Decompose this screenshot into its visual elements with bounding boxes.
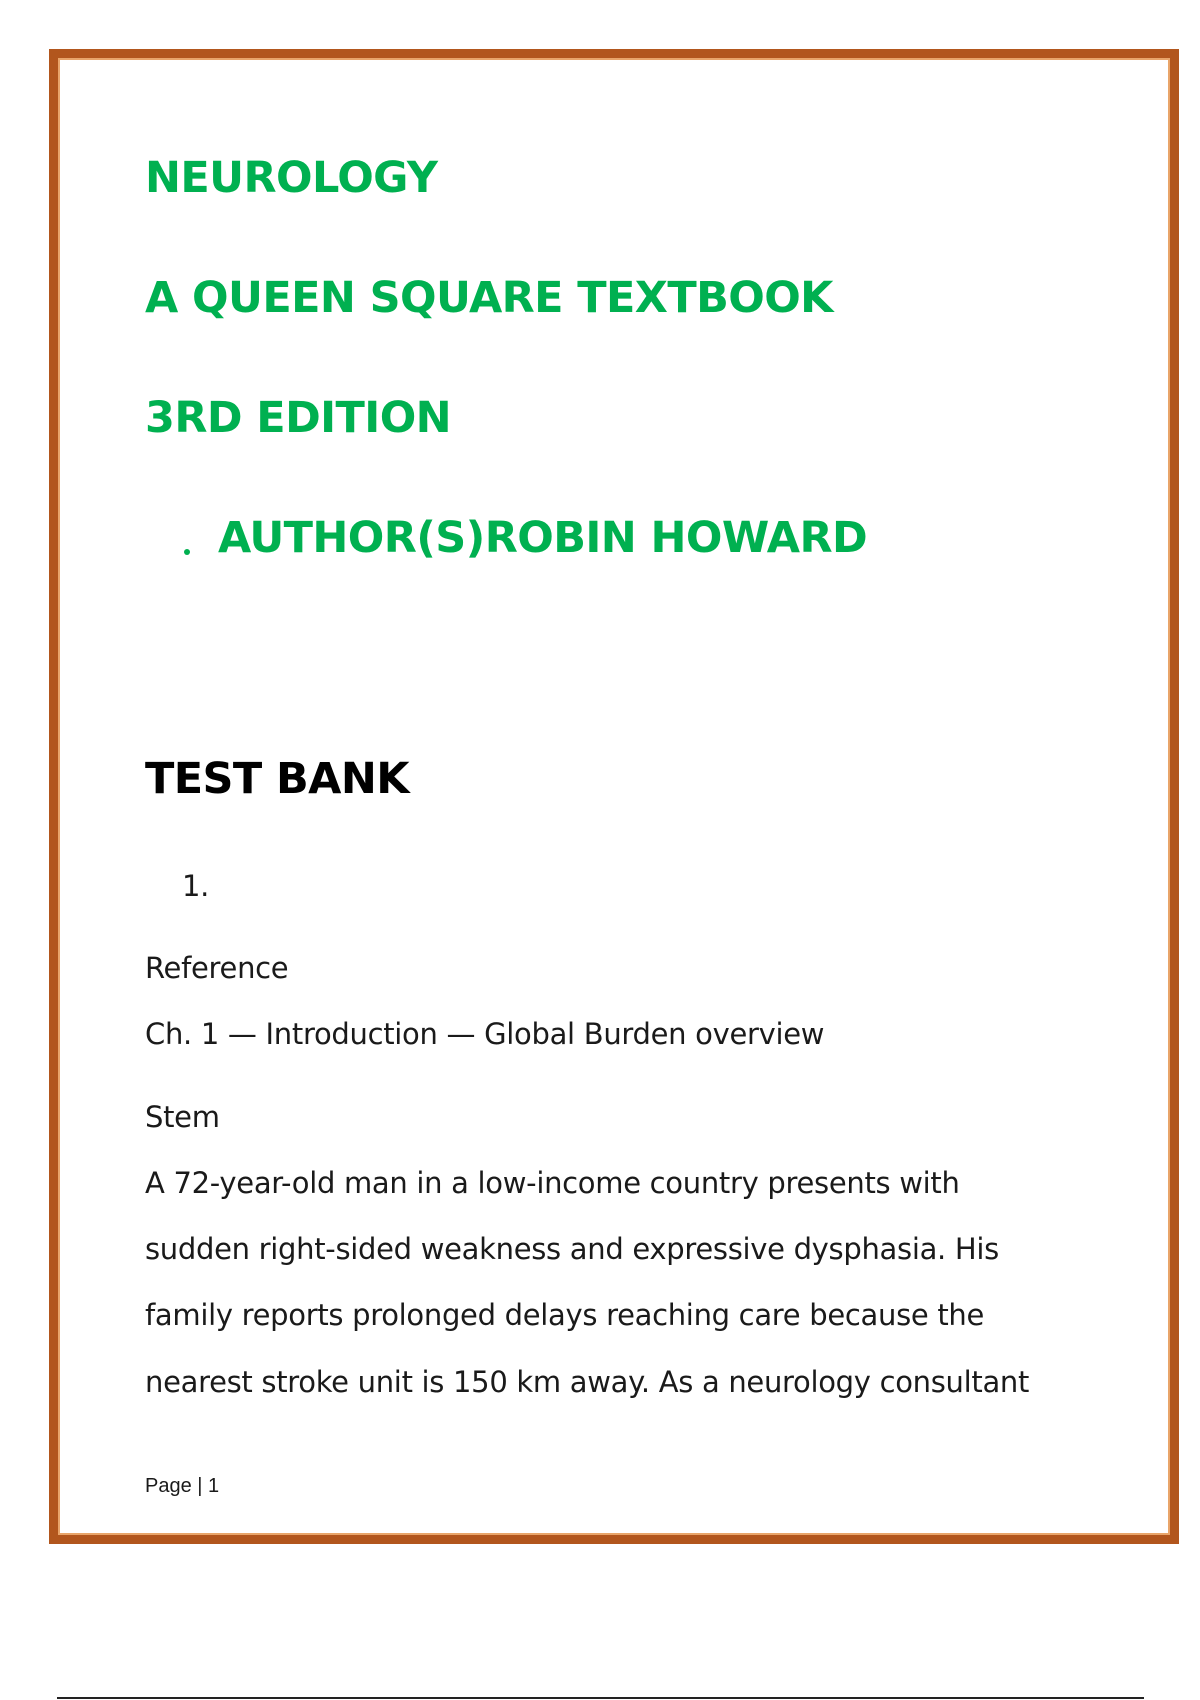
stem-line: sudden right-sided weakness and expressive dysphasia. His bbox=[145, 1232, 999, 1266]
stem-line: A 72-year-old man in a low-income country presents with bbox=[145, 1166, 960, 1200]
book-title: NEUROLOGY bbox=[145, 153, 438, 203]
stem-line: family reports prolonged delays reaching care because the bbox=[145, 1298, 985, 1332]
reference-label: Reference bbox=[145, 951, 289, 985]
reference-text: Ch. 1 — Introduction — Global Burden overview bbox=[145, 1017, 825, 1051]
page-number-footer: Page | 1 bbox=[145, 1475, 220, 1497]
stem-line: nearest stroke unit is 150 km away. As a neurology consultant bbox=[145, 1365, 1030, 1399]
section-heading: TEST BANK bbox=[145, 754, 409, 804]
question-number: 1. bbox=[182, 869, 210, 903]
book-subtitle: A QUEEN SQUARE TEXTBOOK bbox=[145, 273, 833, 323]
stem-label: Stem bbox=[145, 1100, 220, 1134]
bullet-icon bbox=[184, 549, 190, 555]
book-author: AUTHOR(S)ROBIN HOWARD bbox=[218, 513, 868, 563]
bottom-divider bbox=[57, 1697, 1144, 1699]
book-edition: 3RD EDITION bbox=[145, 393, 452, 443]
